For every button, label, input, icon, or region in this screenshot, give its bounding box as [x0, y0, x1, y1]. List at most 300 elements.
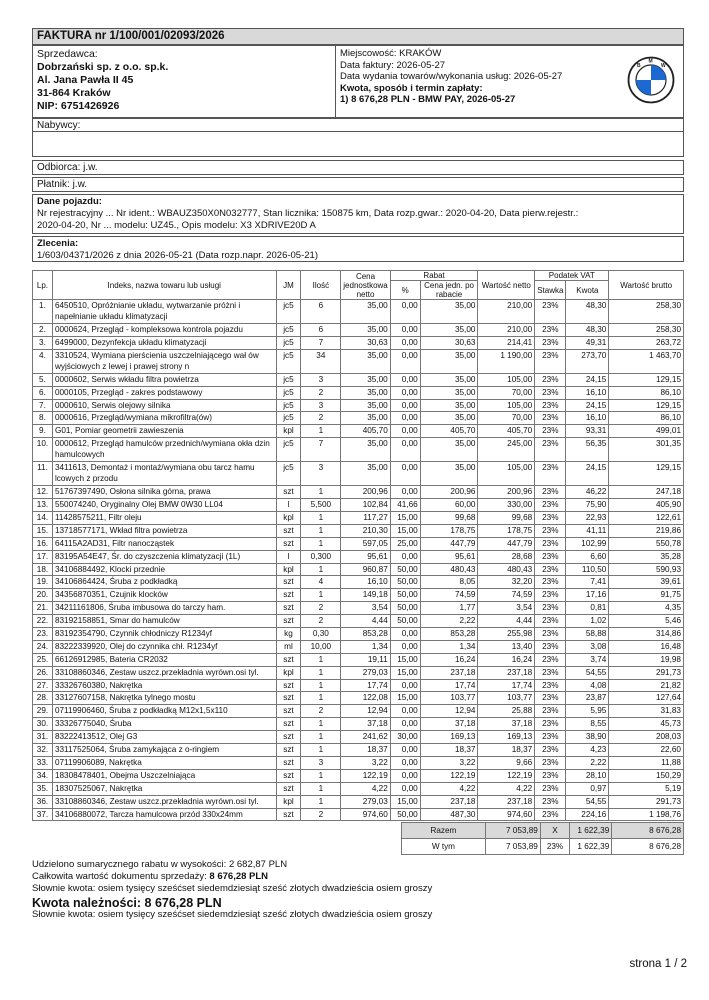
- page-number: strona 1 / 2: [629, 958, 687, 970]
- wtym-rate: 23%: [540, 839, 569, 855]
- item-net: 103,77: [478, 692, 535, 705]
- item-unit-price: 35,00: [341, 349, 390, 373]
- item-rabat-price: 122,19: [420, 769, 478, 782]
- item-jm: szt: [276, 653, 301, 666]
- item-vat-rate: 23%: [535, 589, 566, 602]
- item-net: 122,19: [478, 769, 535, 782]
- item-vat-amount: 24,15: [566, 462, 609, 486]
- th-unit-price: Cena jednostkowa netto: [341, 271, 390, 300]
- item-desc: 64115A2AD31, Filtr nanocząstek: [52, 537, 276, 550]
- invoice-title: FAKTURA nr 1/100/001/02093/2026: [32, 28, 684, 45]
- item-unit-price: 35,00: [341, 386, 390, 399]
- th-qty: Ilość: [301, 271, 341, 300]
- item-vat-rate: 23%: [535, 602, 566, 615]
- item-jm: szt: [276, 744, 301, 757]
- item-rabat-pct: 0,00: [390, 769, 420, 782]
- th-vat-amount: Kwota: [566, 281, 609, 300]
- table-row: [33, 589, 684, 602]
- item-qty: 1: [301, 795, 341, 808]
- item-unit-price: 35,00: [341, 373, 390, 386]
- item-vat-rate: 23%: [535, 563, 566, 576]
- svg-text:M: M: [648, 58, 653, 65]
- table-row: [33, 653, 684, 666]
- item-jm: szt: [276, 808, 301, 821]
- item-gross: 405,90: [609, 499, 684, 512]
- item-jm: jc5: [276, 412, 301, 425]
- item-qty: 1: [301, 653, 341, 666]
- item-jm: jc5: [276, 438, 301, 462]
- item-jm: l: [276, 550, 301, 563]
- item-net: 210,00: [478, 324, 535, 337]
- item-gross: 45,73: [609, 718, 684, 731]
- item-unit-price: 853,28: [341, 628, 390, 641]
- item-vat-rate: 23%: [535, 486, 566, 499]
- footer-words2: Słownie kwota: osiem tysięcy sześćset siedemdziesiąt sześć złotych dwadzieścia osiem groszy: [32, 909, 433, 920]
- item-gross: 31,83: [609, 705, 684, 718]
- item-lp: 22.: [33, 615, 53, 628]
- item-vat-rate: 23%: [535, 512, 566, 525]
- item-lp: 35.: [33, 782, 53, 795]
- table-row: [33, 563, 684, 576]
- item-rabat-price: 35,00: [420, 324, 478, 337]
- item-jm: jc5: [276, 324, 301, 337]
- item-qty: 2: [301, 602, 341, 615]
- item-qty: 0,300: [301, 550, 341, 563]
- table-row: [33, 486, 684, 499]
- item-vat-rate: 23%: [535, 386, 566, 399]
- item-rabat-price: 35,00: [420, 373, 478, 386]
- item-desc: G01, Pomiar geometrii zawieszenia: [52, 425, 276, 438]
- item-qty: 1: [301, 425, 341, 438]
- item-unit-price: 102,84: [341, 499, 390, 512]
- item-jm: ml: [276, 640, 301, 653]
- item-net: 74,59: [478, 589, 535, 602]
- item-rabat-pct: 0,00: [390, 425, 420, 438]
- item-net: 18,37: [478, 744, 535, 757]
- footer-total: [32, 871, 432, 883]
- item-unit-price: 30,63: [341, 336, 390, 349]
- item-lp: 11.: [33, 462, 53, 486]
- item-unit-price: 18,37: [341, 744, 390, 757]
- item-net: 70,00: [478, 386, 535, 399]
- item-net: 4,44: [478, 615, 535, 628]
- item-vat-amount: 41,11: [566, 524, 609, 537]
- item-net: 214,41: [478, 336, 535, 349]
- item-jm: jc5: [276, 300, 301, 324]
- item-jm: jc5: [276, 349, 301, 373]
- table-row: [33, 744, 684, 757]
- item-vat-amount: 7,41: [566, 576, 609, 589]
- item-vat-amount: 8,55: [566, 718, 609, 731]
- wtym-label: W tym: [402, 839, 486, 855]
- item-gross: 247,18: [609, 486, 684, 499]
- item-desc: 83222413512, Olej G3: [52, 731, 276, 744]
- item-rabat-price: 74,59: [420, 589, 478, 602]
- item-vat-rate: 23%: [535, 576, 566, 589]
- item-net: 330,00: [478, 499, 535, 512]
- item-rabat-price: 2,22: [420, 615, 478, 628]
- razem-label: Razem: [402, 823, 486, 839]
- item-lp: 6.: [33, 386, 53, 399]
- item-vat-amount: 22,93: [566, 512, 609, 525]
- item-lp: 28.: [33, 692, 53, 705]
- item-unit-price: 19,11: [341, 653, 390, 666]
- item-jm: szt: [276, 615, 301, 628]
- buyer-block: [32, 118, 684, 157]
- item-desc: 34106864424, Śruba z podkładką: [52, 576, 276, 589]
- item-rabat-price: 16,24: [420, 653, 478, 666]
- table-row: [33, 324, 684, 337]
- table-row: [33, 425, 684, 438]
- item-rabat-price: 103,77: [420, 692, 478, 705]
- seller-block: [33, 46, 336, 117]
- item-qty: 1: [301, 769, 341, 782]
- item-gross: 291,73: [609, 795, 684, 808]
- item-rabat-pct: 41,66: [390, 499, 420, 512]
- item-vat-rate: 23%: [535, 731, 566, 744]
- items-table: [32, 270, 684, 821]
- item-unit-price: 597,05: [341, 537, 390, 550]
- item-rabat-price: 35,00: [420, 438, 478, 462]
- item-desc: 07119906460, Śruba z podkładką M12x1,5x110: [52, 705, 276, 718]
- item-lp: 26.: [33, 666, 53, 679]
- table-row: [33, 615, 684, 628]
- item-net: 974,60: [478, 808, 535, 821]
- item-qty: 6: [301, 300, 341, 324]
- item-rabat-pct: 0,00: [390, 718, 420, 731]
- item-vat-amount: 2,22: [566, 756, 609, 769]
- item-net: 105,00: [478, 399, 535, 412]
- item-qty: 3: [301, 399, 341, 412]
- item-desc: 3310524, Wymiana pierścienia uszczelniającego wał ów wyjściowych z lewej i prawej strony n: [52, 349, 276, 373]
- item-qty: 1: [301, 486, 341, 499]
- item-gross: 39,61: [609, 576, 684, 589]
- seller-nip: NIP: 6751426926: [37, 100, 120, 112]
- razem-rate: X: [540, 823, 569, 839]
- item-gross: 1 198,76: [609, 808, 684, 821]
- table-row: [33, 640, 684, 653]
- table-row: [33, 795, 684, 808]
- platnik: Płatnik: j.w.: [32, 177, 684, 192]
- odbiorca: Odbiorca: j.w.: [32, 160, 684, 175]
- item-qty: 5,500: [301, 499, 341, 512]
- item-net: 28,68: [478, 550, 535, 563]
- item-desc: 34106884492, Klocki przednie: [52, 563, 276, 576]
- item-desc: 0000624, Przegląd - kompleksowa kontrola pojazdu: [52, 324, 276, 337]
- item-jm: szt: [276, 589, 301, 602]
- item-vat-rate: 23%: [535, 550, 566, 563]
- payment-label: Kwota, sposób i termin zapłaty:: [340, 82, 483, 94]
- item-lp: 15.: [33, 524, 53, 537]
- item-qty: 1: [301, 744, 341, 757]
- razem-net: 7 053,89: [485, 823, 540, 839]
- item-vat-amount: 3,74: [566, 653, 609, 666]
- item-jm: szt: [276, 705, 301, 718]
- item-lp: 7.: [33, 399, 53, 412]
- item-vat-amount: 5,95: [566, 705, 609, 718]
- item-rabat-pct: 0,00: [390, 349, 420, 373]
- item-qty: 34: [301, 349, 341, 373]
- footer-rabat: Udzielono sumarycznego rabatu w wysokości: 2 682,87 PLN: [32, 859, 288, 870]
- item-rabat-pct: 15,00: [390, 795, 420, 808]
- item-gross: 4,35: [609, 602, 684, 615]
- table-row: [33, 524, 684, 537]
- item-rabat-price: 480,43: [420, 563, 478, 576]
- item-desc: 550074240, Oryginalny Olej BMW 0W30 LL04: [52, 499, 276, 512]
- item-jm: jc5: [276, 462, 301, 486]
- item-vat-rate: 23%: [535, 769, 566, 782]
- item-jm: kpl: [276, 795, 301, 808]
- item-unit-price: 95,61: [341, 550, 390, 563]
- item-gross: 127,64: [609, 692, 684, 705]
- item-vat-amount: 46,22: [566, 486, 609, 499]
- item-lp: 27.: [33, 679, 53, 692]
- item-lp: 19.: [33, 576, 53, 589]
- svg-text:B: B: [637, 63, 641, 69]
- item-qty: 2: [301, 386, 341, 399]
- item-vat-rate: 23%: [535, 399, 566, 412]
- svg-text:W: W: [661, 63, 666, 69]
- item-gross: 590,93: [609, 563, 684, 576]
- item-rabat-pct: 15,00: [390, 524, 420, 537]
- item-net: 405,70: [478, 425, 535, 438]
- table-row: [33, 808, 684, 821]
- item-gross: 1 463,70: [609, 349, 684, 373]
- item-jm: kpl: [276, 512, 301, 525]
- item-desc: 0000602, Serwis wkładu filtra powietrza: [52, 373, 276, 386]
- invoice-date: Data faktury: 2026-05-27: [340, 59, 446, 71]
- item-vat-amount: 16,10: [566, 412, 609, 425]
- item-net: 237,18: [478, 795, 535, 808]
- footer-total-value: 8 676,28 PLN: [209, 871, 269, 882]
- item-vat-rate: 23%: [535, 425, 566, 438]
- delivery-date: Data wydania towarów/wykonania usług: 2026-05-27: [340, 71, 563, 82]
- item-net: 25,88: [478, 705, 535, 718]
- item-lp: 3.: [33, 336, 53, 349]
- item-rabat-price: 237,18: [420, 795, 478, 808]
- item-rabat-pct: 50,00: [390, 602, 420, 615]
- item-gross: 5,19: [609, 782, 684, 795]
- item-rabat-pct: 0,00: [390, 679, 420, 692]
- item-rabat-price: 60,00: [420, 499, 478, 512]
- item-vat-rate: 23%: [535, 666, 566, 679]
- item-net: 105,00: [478, 373, 535, 386]
- item-jm: szt: [276, 524, 301, 537]
- item-lp: 34.: [33, 769, 53, 782]
- item-rabat-price: 3,22: [420, 756, 478, 769]
- item-vat-amount: 48,30: [566, 300, 609, 324]
- item-lp: 29.: [33, 705, 53, 718]
- table-row: [33, 349, 684, 373]
- item-qty: 1: [301, 512, 341, 525]
- item-rabat-pct: 0,00: [390, 756, 420, 769]
- item-vat-rate: 23%: [535, 744, 566, 757]
- item-vat-rate: 23%: [535, 679, 566, 692]
- footer-total-label: Całkowita wartość dokumentu sprzedaży:: [32, 871, 207, 882]
- item-rabat-price: 853,28: [420, 628, 478, 641]
- item-net: 37,18: [478, 718, 535, 731]
- item-qty: 1: [301, 679, 341, 692]
- th-rabat-pct: %: [390, 281, 420, 300]
- table-row: [33, 602, 684, 615]
- item-vat-amount: 273,70: [566, 349, 609, 373]
- table-row: [33, 336, 684, 349]
- item-rabat-price: 8,05: [420, 576, 478, 589]
- item-vat-amount: 0,81: [566, 602, 609, 615]
- item-net: 16,24: [478, 653, 535, 666]
- item-vat-amount: 23,87: [566, 692, 609, 705]
- vehicle-line1: Nr rejestracyjny ... Nr ident.: WBAUZ350X0N032777, Stan licznika: 150875 km, Data rozp.gwar.: 2020-04-20, Data pierw.rejestr.:: [37, 208, 579, 219]
- table-row: [33, 300, 684, 324]
- item-lp: 37.: [33, 808, 53, 821]
- table-row: [33, 462, 684, 486]
- item-gross: 150,29: [609, 769, 684, 782]
- item-vat-amount: 0,97: [566, 782, 609, 795]
- item-rabat-price: 35,00: [420, 300, 478, 324]
- item-desc: 6499000, Dezynfekcja układu klimatyzacji: [52, 336, 276, 349]
- item-vat-rate: 23%: [535, 438, 566, 462]
- item-jm: szt: [276, 692, 301, 705]
- item-jm: szt: [276, 756, 301, 769]
- item-unit-price: 37,18: [341, 718, 390, 731]
- invoice-header: [32, 45, 684, 118]
- item-vat-rate: 23%: [535, 324, 566, 337]
- item-lp: 10.: [33, 438, 53, 462]
- item-gross: 21,82: [609, 679, 684, 692]
- vehicle-line2: 2020-04-20, Nr ... modelu: UZ45., Opis modelu: X3 XDRIVE20D A: [37, 220, 316, 231]
- item-desc: 33108860346, Zestaw uszcz.przekładnia wyrówn.osi tyl.: [52, 795, 276, 808]
- item-desc: 0000610, Serwis olejowy silnika: [52, 399, 276, 412]
- item-qty: 2: [301, 615, 341, 628]
- item-jm: l: [276, 499, 301, 512]
- item-unit-price: 122,08: [341, 692, 390, 705]
- summary-wtym-row: [402, 839, 684, 855]
- item-unit-price: 149,18: [341, 589, 390, 602]
- item-gross: 550,78: [609, 537, 684, 550]
- item-net: 13,40: [478, 640, 535, 653]
- item-vat-amount: 4,08: [566, 679, 609, 692]
- item-unit-price: 960,87: [341, 563, 390, 576]
- item-jm: szt: [276, 731, 301, 744]
- item-desc: 18308478401, Obejma Uszczelniająca: [52, 769, 276, 782]
- item-gross: 263,72: [609, 336, 684, 349]
- item-rabat-price: 30,63: [420, 336, 478, 349]
- item-net: 210,00: [478, 300, 535, 324]
- th-gross: Wartość brutto: [609, 271, 684, 300]
- item-rabat-price: 35,00: [420, 462, 478, 486]
- item-qty: 10,00: [301, 640, 341, 653]
- item-vat-amount: 93,31: [566, 425, 609, 438]
- item-lp: 20.: [33, 589, 53, 602]
- item-desc: 34356870351, Czujnik klocków: [52, 589, 276, 602]
- item-gross: 86,10: [609, 412, 684, 425]
- item-vat-rate: 23%: [535, 628, 566, 641]
- item-jm: jc5: [276, 386, 301, 399]
- table-row: [33, 628, 684, 641]
- item-qty: 1: [301, 563, 341, 576]
- item-rabat-price: 17,74: [420, 679, 478, 692]
- item-gross: 129,15: [609, 399, 684, 412]
- item-unit-price: 279,03: [341, 666, 390, 679]
- item-rabat-price: 18,37: [420, 744, 478, 757]
- footer-due: Kwota należności: 8 676,28 PLN: [32, 896, 222, 910]
- item-desc: 34211161806, Śruba imbusowa do tarczy ham.: [52, 602, 276, 615]
- item-rabat-pct: 30,00: [390, 731, 420, 744]
- item-qty: 1: [301, 524, 341, 537]
- item-rabat-price: 99,68: [420, 512, 478, 525]
- item-net: 237,18: [478, 666, 535, 679]
- item-vat-rate: 23%: [535, 336, 566, 349]
- table-row: [33, 782, 684, 795]
- item-vat-rate: 23%: [535, 692, 566, 705]
- item-desc: 0000616, Przegląd/wymiana mikrofiltra(ów): [52, 412, 276, 425]
- summary-razem-row: [402, 823, 684, 839]
- item-qty: 7: [301, 438, 341, 462]
- seller-city: 31-864 Kraków: [37, 87, 111, 99]
- item-jm: szt: [276, 782, 301, 795]
- item-desc: 66126912985, Bateria CR2032: [52, 653, 276, 666]
- item-qty: 3: [301, 373, 341, 386]
- item-net: 105,00: [478, 462, 535, 486]
- item-rabat-pct: 0,00: [390, 412, 420, 425]
- item-jm: szt: [276, 679, 301, 692]
- item-net: 245,00: [478, 438, 535, 462]
- item-gross: 122,61: [609, 512, 684, 525]
- item-jm: jc5: [276, 399, 301, 412]
- item-rabat-price: 169,13: [420, 731, 478, 744]
- item-rabat-price: 200,96: [420, 486, 478, 499]
- item-net: 3,54: [478, 602, 535, 615]
- item-vat-rate: 23%: [535, 412, 566, 425]
- table-row: [33, 512, 684, 525]
- item-jm: szt: [276, 602, 301, 615]
- item-rabat-pct: 50,00: [390, 589, 420, 602]
- item-gross: 86,10: [609, 386, 684, 399]
- item-unit-price: 4,44: [341, 615, 390, 628]
- item-vat-rate: 23%: [535, 524, 566, 537]
- item-rabat-price: 487,30: [420, 808, 478, 821]
- item-rabat-price: 35,00: [420, 349, 478, 373]
- item-rabat-pct: 0,00: [390, 705, 420, 718]
- item-vat-amount: 38,90: [566, 731, 609, 744]
- item-lp: 12.: [33, 486, 53, 499]
- item-lp: 24.: [33, 640, 53, 653]
- th-lp: Lp.: [33, 271, 53, 300]
- item-vat-amount: 4,23: [566, 744, 609, 757]
- payment-value: 1) 8 676,28 PLN - BMW PAY, 2026-05-27: [340, 94, 516, 105]
- order-block: [32, 236, 684, 262]
- place: Miejscowość: KRAKÓW: [340, 48, 442, 59]
- item-desc: 33127607158, Nakrętka tylnego mostu: [52, 692, 276, 705]
- footer-block: [32, 859, 432, 921]
- table-row: [33, 731, 684, 744]
- table-row: [33, 576, 684, 589]
- item-desc: 13718577171, Wkład filtra powietrza: [52, 524, 276, 537]
- item-rabat-price: 1,34: [420, 640, 478, 653]
- item-vat-amount: 1,02: [566, 615, 609, 628]
- vehicle-label: Dane pojazdu:: [37, 196, 102, 207]
- item-lp: 8.: [33, 412, 53, 425]
- item-lp: 17.: [33, 550, 53, 563]
- item-rabat-price: 12,94: [420, 705, 478, 718]
- seller-name: Dobrzański sp. z o.o. sp.k.: [37, 61, 169, 73]
- item-net: 480,43: [478, 563, 535, 576]
- item-vat-amount: 54,55: [566, 795, 609, 808]
- table-row: [33, 679, 684, 692]
- item-rabat-pct: 50,00: [390, 808, 420, 821]
- item-rabat-pct: 0,00: [390, 438, 420, 462]
- item-unit-price: 210,30: [341, 524, 390, 537]
